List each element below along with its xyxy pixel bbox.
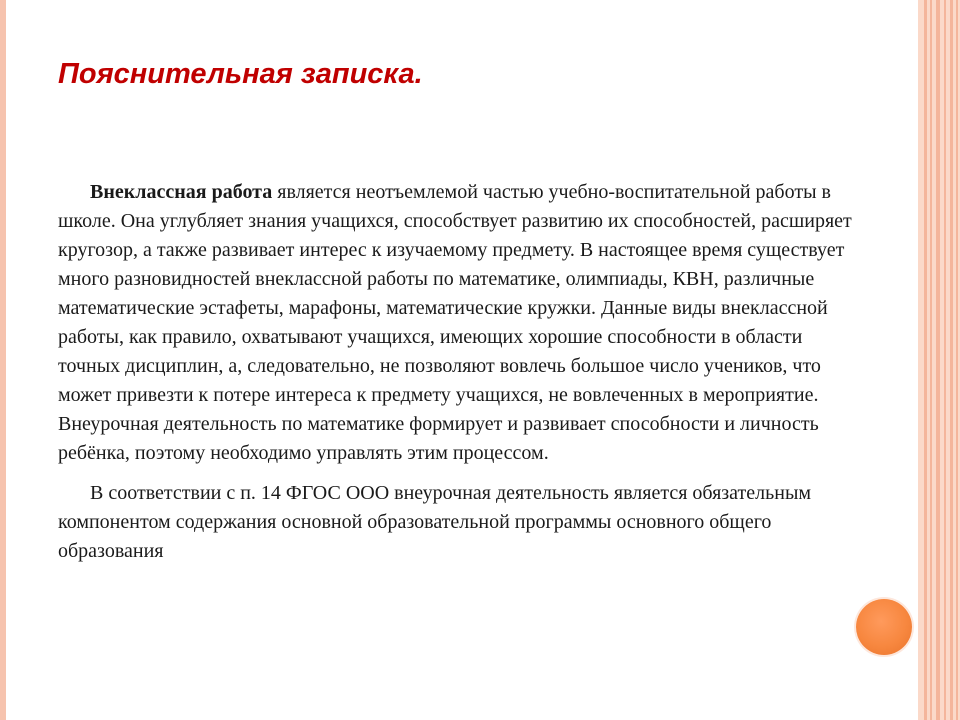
paragraph-1 (58, 178, 858, 468)
paragraph-1-lead: Внеклассная работа (90, 181, 273, 203)
paragraph-1-text: является неотъемлемой частью учебно-воспитательной работы в школе. Она углубляет знания учащихся, способствует развитию их способностей, расширяет кругозор, а также развивает интерес к изучаемому предмету. В настоящее время существует много разновидностей внеклассной работы по математике, олимпиады, КВН, различные математические эстафеты, марафоны, математические кружки. Данные виды внеклассной работы, как правило, охватывают учащихся, имеющих хорошие способности в области точных дисциплин, а, следовательно, не позволяют вовлечь большое число учеников, что может привезти к потере интереса к предмету учащихся, не вовлеченных в мероприятие. Внеурочная деятельность по математике формирует и развивает способности и личность ребёнка, поэтому необходимо управлять этим процессом. (58, 181, 852, 464)
right-decorative-border (918, 0, 960, 720)
slide-body (58, 178, 858, 566)
slide-title: Пояснительная записка. (58, 58, 423, 90)
left-border-stripe (0, 0, 6, 720)
paragraph-2: В соответствии с п. 14 ФГОС ООО внеурочная деятельность является обязательным компонентом содержания основной образовательной программы основного общего образования (58, 482, 812, 562)
orange-circle-decoration (856, 599, 912, 655)
